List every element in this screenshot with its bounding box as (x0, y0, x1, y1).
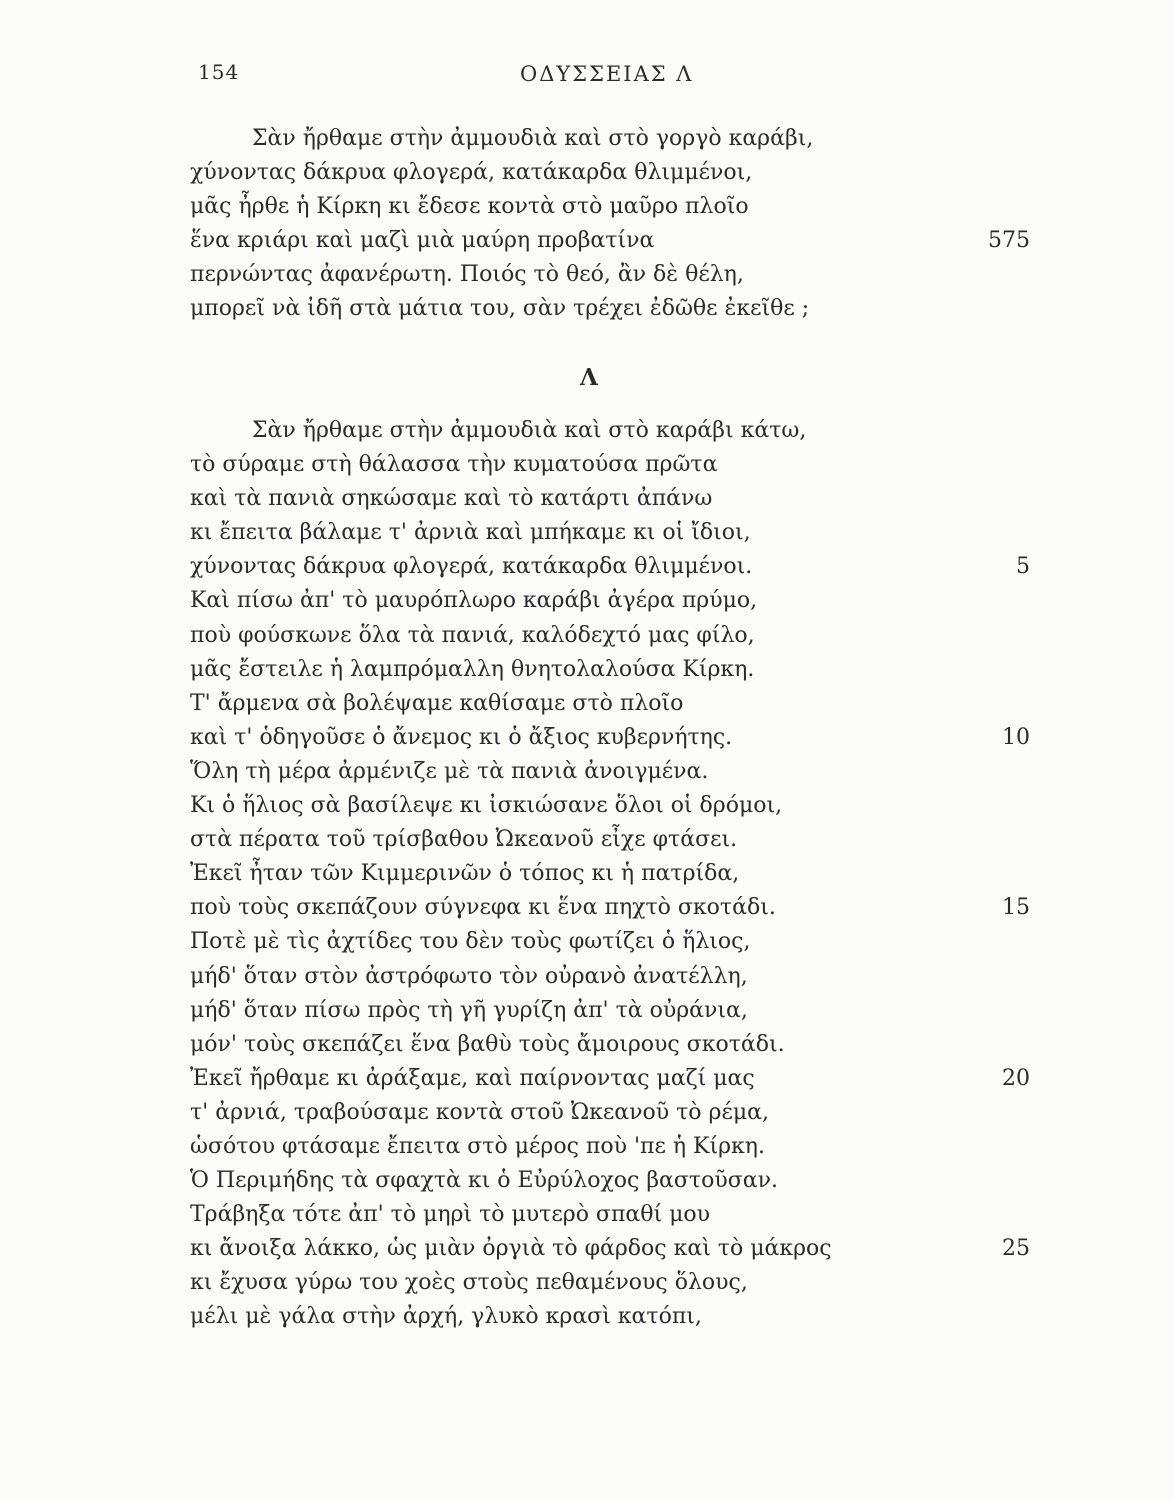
verse-line: κι ἔχυσα γύρω του χοὲς στοὺς πεθαμένους ὅλους, (190, 1270, 748, 1296)
verse-line: Σὰν ἤρθαμε στὴν ἀμμουδιὰ καὶ στὸ γοργὸ καράβι, (252, 126, 814, 151)
verse-line: ἕνα κριάρι καὶ μαζὶ μιὰ μαύρη προβατίνα 575 (190, 224, 1030, 258)
verse-line: κι ἄνοιξα λάκκο, ὡς μιὰν ὀργιὰ τὸ φάρδος καὶ τὸ μάκρος 25 (190, 1232, 1030, 1266)
line-number: 10 (1002, 724, 1030, 750)
verse-line: τὸ σύραμε στὴ θάλασσα τὴν κυματούσα πρῶτα (190, 452, 718, 478)
verse-line: μέλι μὲ γάλα στὴν ἀρχή, γλυκὸ κρασὶ κατόπι, (190, 1304, 702, 1330)
verse-line: ποὺ τοὺς σκεπάζουν σύγνεφα κι ἕνα πηχτὸ σκοτάδι. 15 (190, 891, 1030, 925)
verse-line: Σὰν ἤρθαμε στὴν ἀμμουδιὰ καὶ στὸ καράβι κάτω, (252, 418, 807, 443)
verse-block-a (190, 122, 1030, 327)
verse-line: Τράβηξα τότε ἀπ' τὸ μηρὶ τὸ μυτερὸ σπαθί μου (190, 1202, 711, 1228)
verse-line: Τ' ἄρμενα σὰ βολέψαμε καθίσαμε στὸ πλοῖο (190, 690, 684, 716)
verse-line: καὶ τ' ὁδηγοῦσε ὁ ἄνεμος κι ὁ ἄξιος κυβερνήτης. 10 (190, 721, 1030, 755)
verse-line: Καὶ πίσω ἀπ' τὸ μαυρόπλωρο καράβι ἀγέρα πρύμο, (190, 588, 758, 614)
verse-line: μήδ' ὅταν πίσω πρὸς τὴ γῆ γυρίζη ἀπ' τὰ οὐράνια, (190, 997, 748, 1023)
verse-block-b (190, 414, 1030, 1335)
verse-line: Ὁ Περιμήδης τὰ σφαχτὰ κι ὁ Εὐρύλοχος βαστοῦσαν. (190, 1168, 778, 1194)
line-number: 5 (1016, 554, 1030, 580)
verse-line: χύνοντας δάκρυα φλογερά, κατάκαρδα θλιμμένοι, (190, 160, 753, 186)
verse-line: Ποτὲ μὲ τὶς ἀχτίδες του δὲν τοὺς φωτίζει ὁ ἥλιος, (190, 929, 751, 955)
verse-line: Κι ὁ ἥλιος σὰ βασίλεψε κι ἰσκιώσανε ὅλοι οἱ δρόμοι, (190, 793, 783, 819)
verse-line: μᾶς ἔστειλε ἡ λαμπρόμαλλη θνητολαλούσα Κίρκη. (190, 656, 755, 682)
verse-line: μόν' τοὺς σκεπάζει ἕνα βαθὺ τοὺς ἄμοιρους σκοτάδι. (190, 1031, 785, 1057)
verse-line: κι ἔπειτα βάλαμε τ' ἀρνιὰ καὶ μπήκαμε κι οἱ ἴδιοι, (190, 520, 751, 546)
verse-line: μᾶς ἦρθε ἡ Κίρκη κι ἔδεσε κοντὰ στὸ μαῦρο πλοῖο (190, 194, 749, 220)
verse-line: μπορεῖ νὰ ἰδῆ στὰ μάτια του, σὰν τρέχει ἐδῶθε ἐκεῖθε ; (190, 296, 810, 322)
page-number: 154 (198, 60, 240, 84)
verse-line: Ἐκεῖ ἦταν τῶν Κιμμερινῶν ὁ τόπος κι ἡ πατρίδα, (190, 861, 740, 887)
book-heading: Λ (580, 364, 598, 391)
verse-line: ὡσότου φτάσαμε ἔπειτα στὸ μέρος ποὺ 'πε ἡ Κίρκη. (190, 1133, 765, 1159)
line-number: 20 (1002, 1065, 1030, 1091)
verse-line: περνώντας ἀφανέρωτη. Ποιός τὸ θεό, ἂν δὲ θέλη, (190, 262, 744, 288)
verse-line: μήδ' ὅταν στὸν ἀστρόφωτο τὸν οὐρανὸ ἀνατέλλη, (190, 963, 748, 989)
running-head: ΟΔΥΣΣΕΙΑΣ Λ (520, 62, 694, 86)
line-number: 15 (1002, 895, 1030, 921)
verse-line: στὰ πέρατα τοῦ τρίσβαθου Ὠκεανοῦ εἶχε φτάσει. (190, 827, 738, 853)
verse-line: χύνοντας δάκρυα φλογερά, κατάκαρδα θλιμμένοι. 5 (190, 550, 1030, 584)
verse-line: τ' ἀρνιά, τραβούσαμε κοντὰ στοῦ Ὠκεανοῦ τὸ ρέμα, (190, 1099, 770, 1125)
line-number: 25 (1002, 1236, 1030, 1262)
verse-line: Ἐκεῖ ἤρθαμε κι ἀράξαμε, καὶ παίρνοντας μαζί μας 20 (190, 1062, 1030, 1096)
verse-line: Ὅλη τὴ μέρα ἀρμένιζε μὲ τὰ πανιὰ ἀνοιγμένα. (190, 758, 709, 784)
line-number: 575 (988, 228, 1030, 254)
verse-line: ποὺ φούσκωνε ὅλα τὰ πανιά, καλόδεχτό μας φίλο, (190, 622, 755, 648)
verse-line: καὶ τὰ πανιὰ σηκώσαμε καὶ τὸ κατάρτι ἀπάνω (190, 486, 713, 512)
